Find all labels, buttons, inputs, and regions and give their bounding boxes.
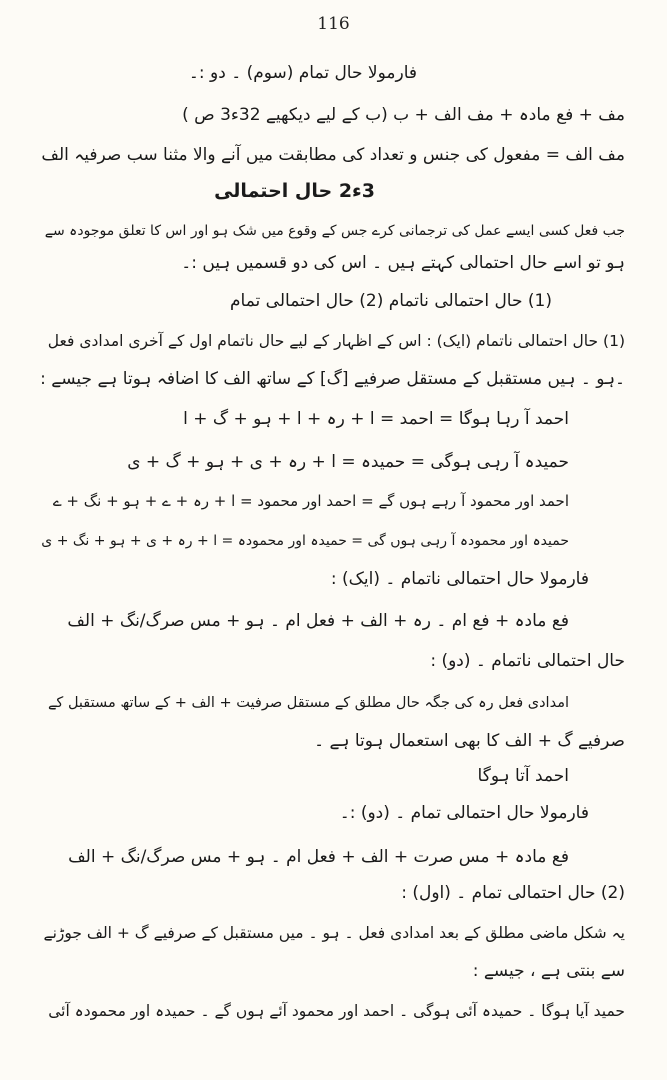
formula-heading: فارمولا حال احتمالی ناتمام ۔ (ایک) : bbox=[330, 569, 589, 589]
formula-line: مف + فع مادہ + مف الف + ب (ب کے لیے دیکھیے 32ء3 ص ) bbox=[182, 105, 625, 125]
paragraph-line: جب فعل کسی ایسے عمل کی ترجمانی کرے جس کے وقوع میں شک ہو اور اس کا تعلق موجودہ سے bbox=[44, 223, 625, 239]
formula-heading-perfect-present: فارمولا حال تمام (سوم) ۔ دو :۔ bbox=[188, 63, 417, 83]
formula-line: فع مادہ + مس صرت + الف + فعل ام ۔ ہو + مس صرگ/نگ + الف bbox=[68, 847, 569, 867]
example-line: احمد اور محمود آ رہے ہوں گے = احمد اور محمود = ا + رہ + ے + ہو + نگ + ے bbox=[52, 492, 569, 510]
formula-definition: مف الف = مفعول کی جنس و تعداد کی مطابقت میں آنے والا مثنا سب صرفیہ الف bbox=[41, 145, 625, 165]
subheading: (2) حال احتمالی تمام ۔ (اول) : bbox=[401, 883, 625, 903]
example-line: احمد آتا ہوگا bbox=[477, 766, 569, 786]
types-list: (1) حال احتمالی ناتمام (2) حال احتمالی تمام bbox=[230, 291, 552, 311]
paragraph-line: ۔ہو ۔ ہیں مستقبل کے مستقل صرفیے [گ] کے ساتھ الف کا اضافہ ہوتا ہے جیسے : bbox=[40, 369, 625, 389]
example-line: احمد آ رہا ہوگا = احمد = ا + رہ + ا + ہو + گ + ا bbox=[183, 409, 569, 429]
paragraph-line: سے بنتی ہے ، جیسے : bbox=[472, 961, 625, 981]
subheading: حال احتمالی ناتمام ۔ (دو) : bbox=[430, 651, 625, 671]
paragraph-line: امدادی فعل رہ کی جگہ حال مطلق کے مستقل صرفیت + الف + کے ساتھ مستقبل کے bbox=[47, 695, 569, 711]
section-heading: 3ء2 حال احتمالی bbox=[214, 180, 375, 202]
page-number: 116 bbox=[317, 14, 350, 34]
example-line: حمیدہ آ رہی ہوگی = حمیدہ = ا + رہ + ی + ہو + گ + ی bbox=[127, 452, 569, 472]
example-line: حمید آیا ہوگا ۔ حمیدہ آئی ہوگی ۔ احمد اور محمود آئے ہوں گے ۔ حمیدہ اور محمودہ آئی bbox=[48, 1002, 625, 1020]
paragraph-line: ہو تو اسے حال احتمالی کہتے ہیں ۔ اس کی دو قسمیں ہیں :۔ bbox=[181, 253, 625, 273]
paragraph-line: (1) حال احتمالی ناتمام (ایک) : اس کے اظہار کے لیے حال ناتمام اول کے آخری امدادی فعل bbox=[47, 332, 625, 350]
paragraph-line: یہ شکل ماضی مطلق کے بعد امدادی فعل ۔ ہو ۔ میں مستقبل کے صرفیے گ + الف جوڑنے bbox=[43, 924, 625, 942]
example-line: حمیدہ اور محمودہ آ رہی ہوں گی = حمیدہ اور محمودہ = ا + رہ + ی + ہو + نگ + ی bbox=[41, 533, 569, 549]
paragraph-line: صرفیے گ + الف کا بھی استعمال ہوتا ہے ۔ bbox=[314, 731, 625, 751]
formula-line: فع مادہ + فع ام ۔ رہ + الف + فعل ام ۔ ہو + مس صرگ/نگ + الف bbox=[67, 611, 569, 631]
formula-heading: فارمولا حال احتمالی تمام ۔ (دو) :۔ bbox=[339, 803, 589, 823]
